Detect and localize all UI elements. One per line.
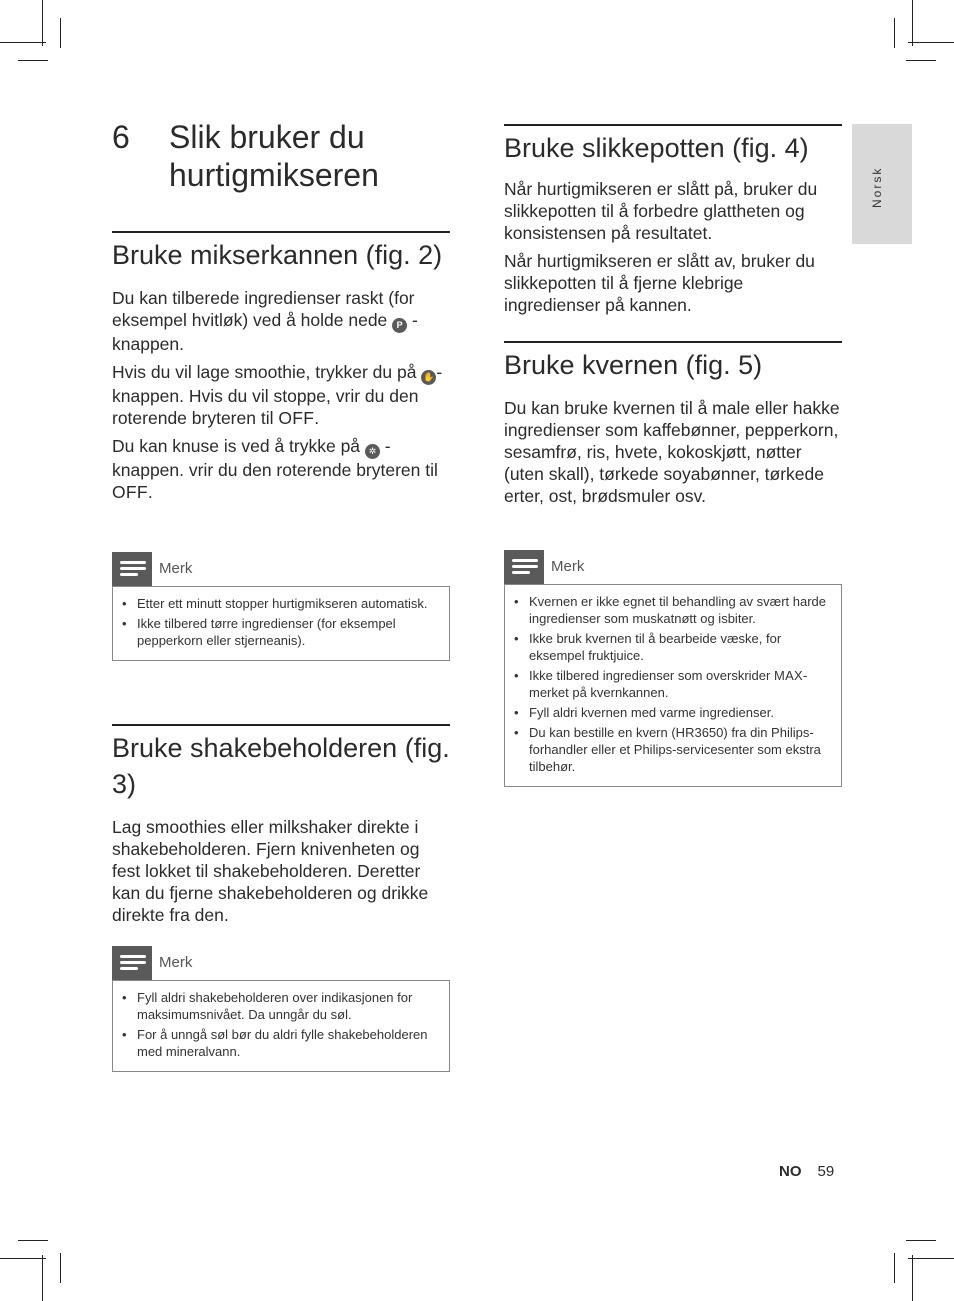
paragraph: Når hurtigmikseren er slått av, bruker du slikkepotten til å fjerne klebrige ingredienser på kannen. [504, 251, 815, 315]
text: -knappen. [112, 310, 418, 354]
max-label: MAX [773, 668, 804, 683]
pulse-button-icon: P [392, 318, 407, 333]
crop-mark [18, 60, 48, 61]
chapter-number: 6 [112, 119, 130, 155]
crop-mark [908, 42, 954, 43]
section-title: Bruke slikkepotten (fig. 4) [504, 133, 809, 163]
section-shakebeholderen [112, 724, 450, 932]
text: Hvis du vil lage smoothie, trykker du på [112, 362, 422, 382]
note-label: Merk [551, 558, 585, 575]
note-item: • Ikke bruk kvernen til å bearbeide væske, for eksempel fruktjuice. [529, 630, 831, 664]
crop-mark [0, 1258, 46, 1259]
crop-mark [908, 1258, 954, 1259]
text: . [147, 482, 153, 502]
note-item: • Kvernen er ikke egnet til behandling av svært harde ingredienser som muskatnøtt og isbiter. [529, 593, 831, 627]
text: -knappen. vrir du den roterende bryteren til [112, 436, 438, 480]
note-content [504, 584, 842, 787]
text: -merket på kvernkannen. [529, 668, 808, 700]
ice-crush-button-icon: ✲ [365, 444, 380, 459]
note-header [504, 550, 842, 584]
page-number: 59 [817, 1163, 835, 1180]
paragraph: Når hurtigmikseren er slått på, bruker du slikkepotten til å forbedre glattheten og konsistensen på resultatet. [504, 179, 818, 243]
section-title: Bruke mikserkannen (fig. 2) [112, 240, 443, 270]
note-icon [504, 550, 544, 584]
section-kvernen [504, 341, 842, 513]
crop-mark [906, 60, 936, 61]
crop-mark [18, 1240, 48, 1241]
language-side-tab-label: Norsk [870, 166, 884, 208]
note-label: Merk [159, 560, 193, 577]
section-slikkepotten [504, 124, 842, 322]
note-item: • For å unngå søl bør du aldri fylle shakebeholderen med mineralvann. [137, 1026, 439, 1060]
crop-mark [60, 1253, 61, 1283]
crop-mark [42, 1255, 43, 1301]
note-item: • Etter ett minutt stopper hurtigmikseren automatisk. [137, 595, 439, 612]
paragraph [112, 435, 450, 503]
note-label: Merk [159, 954, 193, 971]
note-box [112, 552, 450, 661]
paragraph: Lag smoothies eller milkshaker direkte i shakebeholderen. Fjern knivenheten og fest lokket til shakebeholderen. Deretter kan du fjerne shakebeholderen og drikke direkte fra den. [112, 817, 429, 925]
text: Ikke tilbered ingredienser som overskrider [529, 668, 774, 683]
crop-mark [0, 42, 46, 43]
note-item: • Du kan bestille en kvern (HR3650) fra din Philips-forhandler eller et Philips-servicesenter som ekstra tilbehør. [529, 724, 831, 775]
language-side-tab [852, 124, 912, 244]
section-rule [504, 124, 842, 126]
crop-mark [912, 0, 913, 46]
paragraph [112, 361, 450, 429]
note-content [112, 586, 450, 661]
text: Du kan knuse is ved å trykke på [112, 436, 365, 456]
smoothie-button-icon: ✋ [421, 370, 436, 385]
note-item: • Ikke tilbered tørre ingredienser (for eksempel pepperkorn eller stjerneanis). [137, 615, 439, 649]
chapter-title: Slik bruker du hurtigmikseren [169, 119, 379, 193]
crop-mark [42, 0, 43, 46]
page-footer [779, 1163, 834, 1180]
text: . [314, 408, 320, 428]
note-box [112, 946, 450, 1072]
note-icon [112, 946, 152, 980]
crop-mark [912, 1255, 913, 1301]
crop-mark [894, 18, 895, 48]
paragraph [112, 287, 450, 355]
paragraph: Du kan bruke kvernen til å male eller hakke ingredienser som kaffebønner, pepperkorn, sesamfrø, ris, hvete, kokoskjøtt, nøtter (uten skall), tørkede soyabønner, tørkede erter, ost, brødsmuler osv. [504, 398, 840, 506]
note-item: • Fyll aldri shakebeholderen over indikasjonen for maksimumsnivået. Da unngår du søl. [137, 989, 439, 1023]
note-header [112, 552, 450, 586]
off-label: OFF [112, 482, 148, 502]
note-item [529, 667, 831, 701]
note-box [504, 550, 842, 787]
section-title: Bruke shakebeholderen (fig. 3) [112, 733, 450, 799]
crop-mark [60, 18, 61, 48]
section-rule [112, 724, 450, 726]
footer-language: NO [779, 1163, 802, 1180]
section-title: Bruke kvernen (fig. 5) [504, 350, 763, 380]
note-icon [112, 552, 152, 586]
section-rule [504, 341, 842, 343]
text: Du kan tilberede ingredienser raskt (for eksempel hvitløk) ved å holde nede [112, 288, 415, 330]
crop-mark [894, 1253, 895, 1283]
section-mikserkannen [112, 231, 450, 509]
note-content [112, 980, 450, 1072]
off-label: OFF [278, 408, 315, 428]
crop-mark [906, 1240, 936, 1241]
section-rule [112, 231, 450, 233]
note-header [112, 946, 450, 980]
note-item: • Fyll aldri kvernen med varme ingredienser. [529, 704, 831, 721]
text: -knappen. Hvis du vil stoppe, vrir du den roterende bryteren til [112, 362, 443, 428]
